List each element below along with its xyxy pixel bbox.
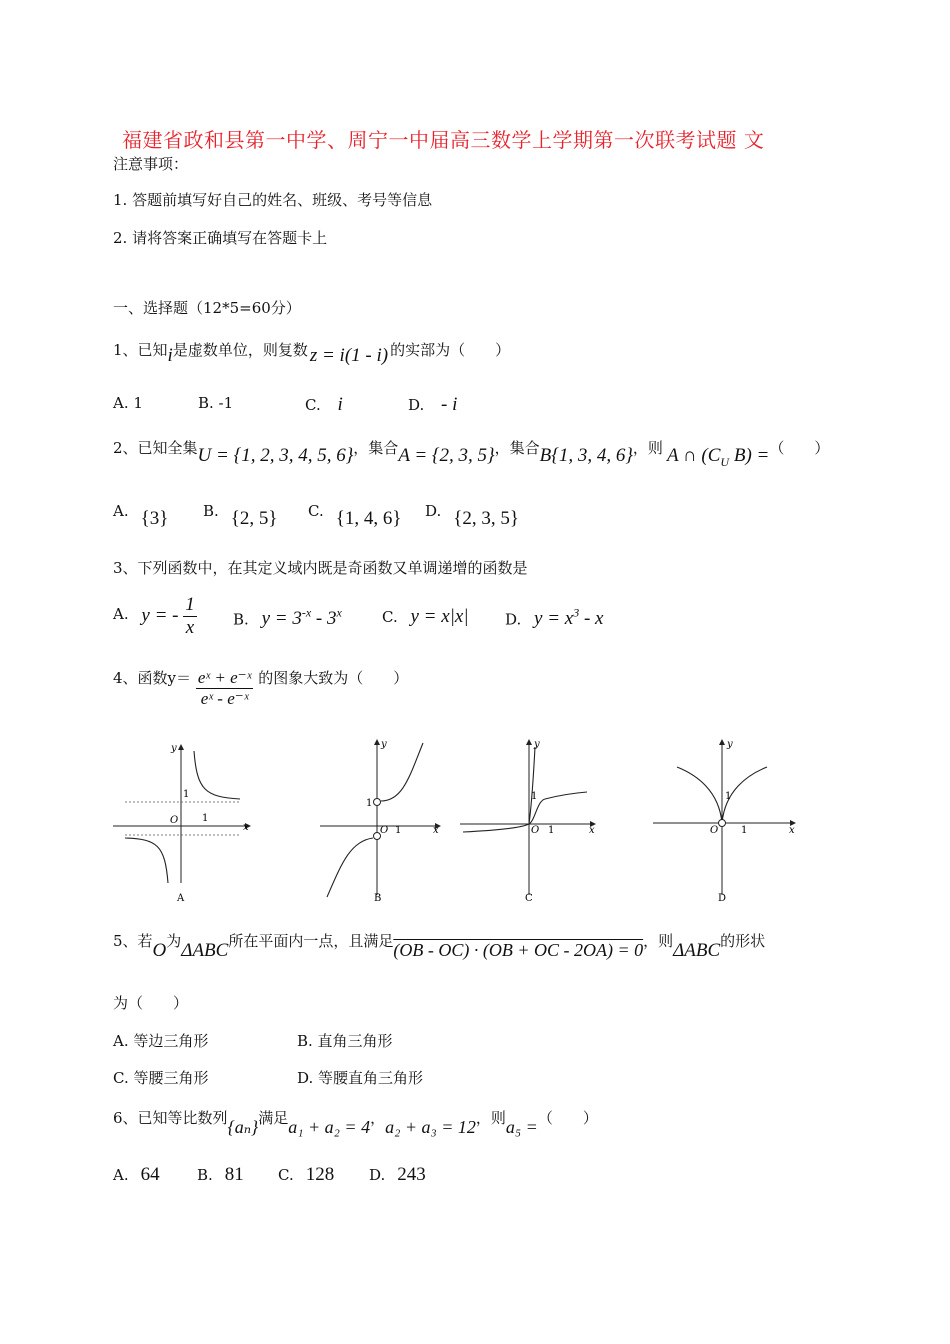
- q1-option-d-label: D.: [408, 396, 425, 414]
- q6-text-5: （ ）: [537, 1109, 598, 1127]
- q6-option-c-value: 128: [305, 1164, 335, 1185]
- q6-option-a-value: 64: [140, 1164, 160, 1185]
- q3-option-c-value: y = x|x|: [410, 606, 469, 627]
- q5-text-5: 的形状: [720, 932, 766, 950]
- q6-text-1: 6、已知等比数列: [113, 1109, 228, 1127]
- q1-text-2: 是虚数单位，则复数: [172, 341, 308, 359]
- graph-c-caption: C: [525, 893, 533, 904]
- q5-text-2: 为: [166, 932, 182, 950]
- q3-option-a-denominator: x: [185, 617, 195, 638]
- q2-text-5: （ ）: [769, 439, 830, 457]
- q2-option-b-value: {2, 5}: [230, 508, 278, 529]
- graph-c-origin: O: [531, 825, 540, 836]
- graph-a: [113, 743, 250, 904]
- graph-b-x-label: x: [433, 825, 439, 836]
- q1-option-c: [305, 394, 343, 416]
- graph-b-origin: O: [380, 825, 389, 836]
- q6-option-a: [113, 1164, 160, 1186]
- graph-a-curve-left: [125, 838, 168, 883]
- q3-option-a: [113, 594, 197, 639]
- graph-a-x-label: x: [243, 822, 249, 833]
- q3-option-d-value: [534, 608, 603, 629]
- question-2: [113, 437, 830, 469]
- notes-heading: 注意事项：: [113, 155, 189, 173]
- q1-option-c-label: C.: [305, 396, 321, 414]
- graph-b-y-one: 1: [366, 798, 373, 809]
- graph-d-tick-one: 1: [741, 825, 748, 836]
- graph-a-y-label: y: [171, 743, 177, 754]
- q3-option-d: [505, 606, 604, 630]
- q2-text-2: ，集合: [353, 439, 399, 457]
- graph-b-curve-lower: [327, 838, 373, 897]
- q3-option-a-fraction: [183, 594, 197, 639]
- q2-option-c-value: {1, 4, 6}: [335, 508, 402, 529]
- q3-option-b-label: B.: [233, 610, 249, 629]
- q5-text-6: 为（ ）: [113, 994, 189, 1012]
- q6-option-a-label: A.: [113, 1166, 129, 1184]
- graph-b-y-label: y: [381, 739, 387, 750]
- q2-option-b-label: B.: [203, 502, 219, 520]
- q3-option-b-mid: - 3: [311, 608, 337, 630]
- q1-option-d-value: - i: [441, 394, 458, 415]
- graph-c-curve: [463, 792, 587, 832]
- q3-option-c-label: C.: [382, 608, 398, 626]
- graph-a-origin: O: [170, 815, 179, 826]
- q4-graphs-figure: [105, 735, 825, 910]
- question-4: [113, 668, 408, 709]
- q5-option-d: D. 等腰直角三角形: [297, 1069, 424, 1087]
- q2-option-b: [203, 500, 278, 529]
- graph-b-caption: B: [374, 893, 382, 904]
- q4-text-2: 的图象大致为（ ）: [258, 668, 409, 687]
- graph-c-x-label: x: [589, 825, 595, 836]
- q1-option-a: A. 1: [113, 394, 143, 412]
- graph-c-y-one: 1: [531, 791, 538, 802]
- q5-vector-expr: (OB - OC) · (OB + OC - 2OA) = 0: [393, 940, 644, 960]
- q2-option-c-label: C.: [308, 502, 324, 520]
- q6-target: a₅ =: [505, 1117, 538, 1137]
- graph-a-tick-one: 1: [202, 813, 209, 824]
- q3-option-c: [382, 606, 469, 628]
- notes-item-1: 1. 答题前填写好自己的姓名、班级、考号等信息: [113, 191, 433, 209]
- q2-option-a-label: A.: [113, 502, 129, 520]
- notes-item-2: 2. 请将答案正确填写在答题卡上: [113, 229, 328, 247]
- q1-option-c-value: i: [337, 394, 343, 415]
- q4-denominator: eˣ - e⁻ˣ: [200, 689, 249, 708]
- q3-option-b-exp2: x: [336, 606, 342, 620]
- q5-point-o: O: [152, 940, 167, 961]
- q2-universal-set: U = {1, 2, 3, 4, 5, 6}: [197, 445, 354, 466]
- graph-d-y-label: y: [727, 739, 733, 750]
- q3-option-b-value: [262, 608, 342, 629]
- page-title: 福建省政和县第一中学、周宁一中届高三数学上学期第一次联考试题 文: [122, 128, 765, 152]
- q6-option-d-value: 243: [397, 1164, 426, 1185]
- graph-d-caption: D: [718, 893, 727, 904]
- graph-d-x-label: x: [789, 825, 795, 836]
- q2-option-a: [113, 500, 169, 529]
- q2-expr-main: A ∩ (C: [666, 445, 721, 466]
- graph-b-open-point-top: [374, 799, 381, 806]
- q2-option-c: [308, 500, 402, 529]
- graph-a-y-one: 1: [183, 789, 190, 800]
- q1-option-b: B. -1: [198, 394, 234, 412]
- graph-c-y-label: y: [534, 739, 540, 750]
- q6-option-c-label: C.: [278, 1166, 294, 1184]
- section-heading: 一、选择题（12*5=60分）: [113, 299, 301, 317]
- q4-fraction: [196, 668, 254, 709]
- question-1: [113, 339, 511, 366]
- q5-triangle: ΔABC: [181, 940, 229, 961]
- q5-text-3: 所在平面内一点，且满足: [228, 932, 394, 950]
- graph-d-origin: O: [710, 825, 719, 836]
- graph-c-branch: [529, 747, 538, 824]
- q3-option-d-tail: - x: [579, 608, 604, 630]
- q3-option-d-base: y = x: [534, 608, 574, 630]
- q3-option-d-exp: 3: [573, 606, 580, 620]
- q1-option-d: [408, 394, 457, 416]
- q3-option-b-exp1: -x: [301, 606, 312, 620]
- q4-numerator: eˣ + e⁻ˣ: [197, 668, 252, 687]
- q6-condition-2: a₂ + a₃ = 12: [385, 1117, 476, 1137]
- q2-text-3: ，集合: [494, 439, 540, 457]
- graph-b-curve-upper: [381, 743, 423, 801]
- q6-sequence: {aₙ}: [227, 1117, 259, 1137]
- q2-option-a-value: {3}: [140, 508, 169, 529]
- q5-triangle-2: ΔABC: [673, 940, 721, 961]
- q5-option-a: A. 等边三角形: [113, 1032, 209, 1050]
- q6-option-d-label: D.: [369, 1166, 386, 1184]
- graph-d-y-one: 1: [725, 791, 732, 802]
- q1-text-3: 的实部为（ ）: [390, 341, 511, 359]
- q2-option-d-value: {2, 3, 5}: [453, 508, 520, 529]
- q2-text-1: 2、已知全集: [113, 439, 198, 457]
- q5-text-1: 5、若: [113, 932, 153, 950]
- question-3: 3、下列函数中，在其定义域内既是奇函数又单调递增的函数是: [113, 559, 528, 577]
- graph-b-tick-one: 1: [395, 825, 402, 836]
- q1-expr: z = i(1 - i): [309, 345, 389, 366]
- q2-expr-sub: U: [720, 454, 730, 469]
- q4-text-1: 4、函数y＝: [113, 668, 192, 687]
- q5-option-c: C. 等腰三角形: [113, 1069, 209, 1087]
- q3-option-a-label: A.: [113, 604, 129, 623]
- q5-text-4: ，则: [643, 932, 674, 950]
- q3-option-a-numerator: 1: [185, 594, 195, 615]
- q6-option-b-label: B.: [197, 1166, 213, 1184]
- graph-d: [653, 739, 795, 904]
- q2-expr-tail: B) =: [729, 445, 770, 466]
- q2-option-d-label: D.: [425, 502, 442, 520]
- q1-i: i: [167, 345, 173, 366]
- q6-condition-1: a₁ + a₂ = 4: [288, 1117, 371, 1137]
- q6-text-4: ，则: [475, 1109, 506, 1127]
- q6-text-3: ，: [370, 1109, 386, 1127]
- question-5: [113, 930, 766, 961]
- q2-text-4: ，则: [632, 439, 663, 457]
- q5-option-b: B. 直角三角形: [297, 1032, 393, 1050]
- graph-c: [460, 739, 595, 904]
- q2-set-b: B{1, 3, 4, 6}: [539, 445, 633, 466]
- q1-text-1: 1、已知: [113, 341, 168, 359]
- graph-b: [320, 739, 440, 904]
- question-6: [113, 1107, 598, 1137]
- q3-option-d-label: D.: [505, 610, 522, 629]
- q2-expr: [666, 445, 770, 469]
- q6-option-b: [197, 1164, 244, 1186]
- q6-option-b-value: 81: [224, 1164, 244, 1185]
- q2-set-a: A = {2, 3, 5}: [398, 445, 495, 466]
- q3-option-b-base: y = 3: [261, 608, 302, 630]
- q2-option-d: [425, 500, 520, 529]
- q3-option-b: [233, 606, 342, 630]
- graph-c-tick-one: 1: [548, 825, 555, 836]
- graph-d-open-point: [719, 820, 726, 827]
- q3-option-a-lhs: y = -: [141, 604, 179, 626]
- graph-d-curve-left: [677, 767, 722, 823]
- q6-option-d: [369, 1164, 426, 1186]
- q6-text-2: 满足: [258, 1109, 289, 1127]
- graph-a-curve-right: [194, 751, 240, 799]
- graph-a-caption: A: [177, 893, 185, 904]
- q6-option-c: [278, 1164, 334, 1186]
